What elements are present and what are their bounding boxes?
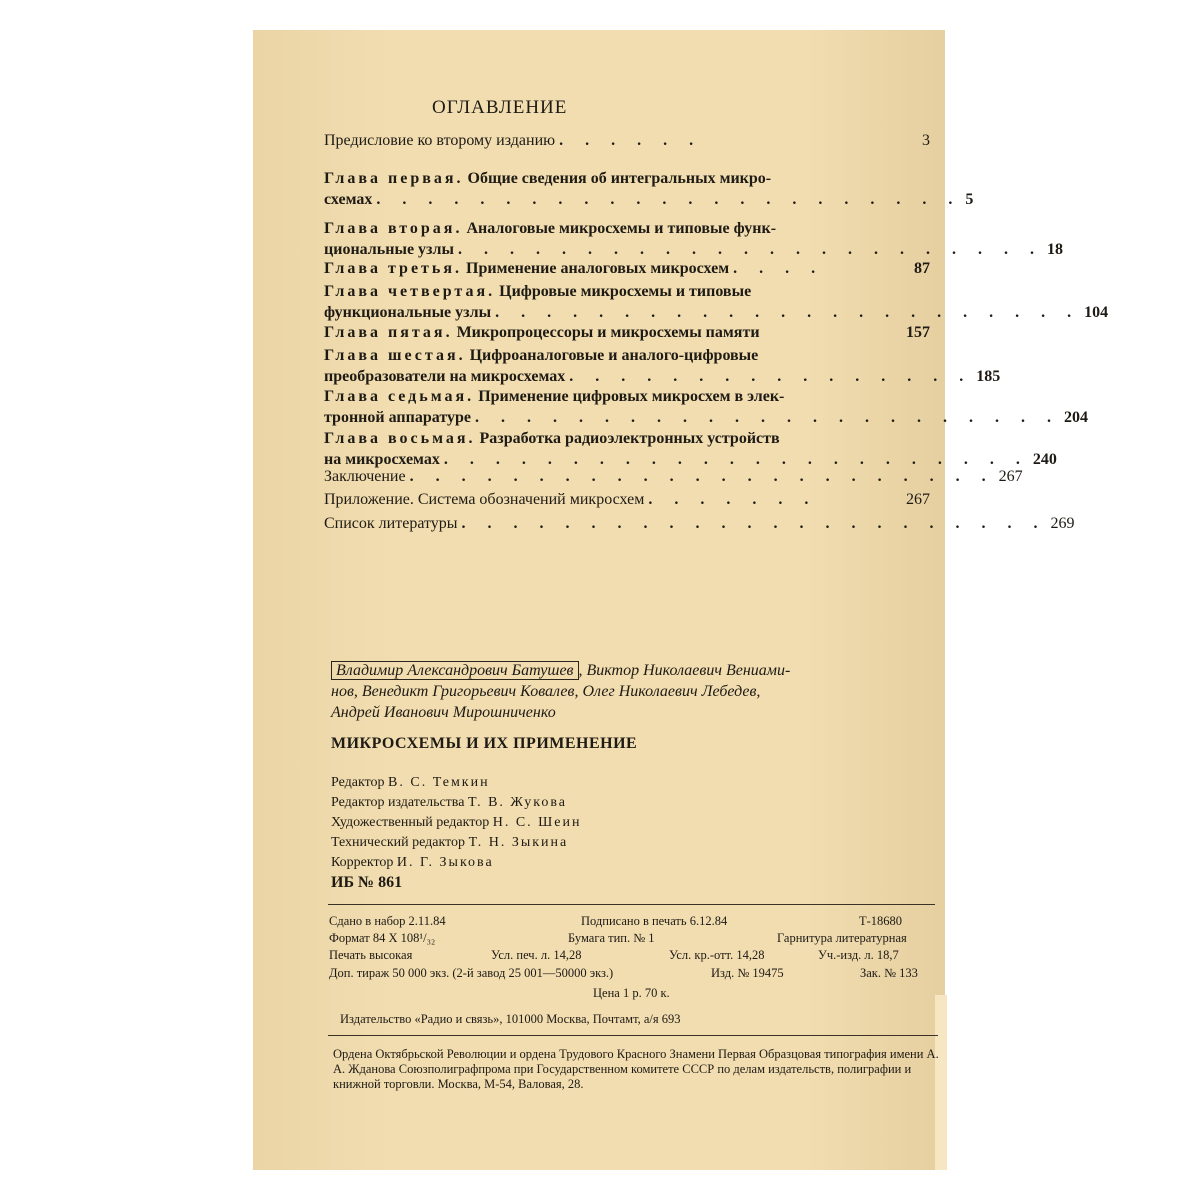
credit-line: Художественный редактор Н. С. Шеин [331, 815, 582, 830]
toc-chapter-1: Глава первая. Общие сведения об интегральных микро- схемах . . . . . . . . . . . . . . . . . . . . . . . 5 [324, 170, 974, 208]
toc-page-number: 3 [922, 132, 930, 149]
credits-list [331, 773, 581, 873]
toc-chapter-2: Глава вторая. Аналоговые микросхемы и типовые функ- циональные узлы . . . . . . . . . . . . . . . . . . . . . . . 18 [324, 220, 1063, 258]
toc-appendix: Приложение. Система обозначений микросхем . . . . . . . 267 [324, 491, 930, 508]
imprint-row-4: Доп. тираж 50 000 экз. (2-й завод 25 001—50000 экз.) Изд. № 19475 Зак. № 133 [329, 966, 918, 980]
printing-house: Ордена Октябрьской Революции и ордена Трудового Красного Знамени Первая Образцовая типография имени А. А. Жданова Союзполиграфпрома при Государственном комитете СССР по делам издательств, полиграфии и книжной торговли. Москва, М-54, Валовая, 28. [333, 1047, 939, 1091]
toc-chapter-6: Глава шестая. Цифроаналоговые и аналого-цифровые преобразователи на микросхемах . . . . . . . . . . . . . . . . 185 [324, 347, 1001, 385]
credit-line: Технический редактор Т. Н. Зыкина [331, 835, 569, 850]
authors-block: Владимир Александрович Батушев , Виктор Николаевич Вениами- нов, Венедикт Григорьевич Ковалев, Олег Николаевич Лебедев, Андрей Иванович Мирошниченко [331, 662, 791, 721]
toc-references: Список литературы . . . . . . . . . . . . . . . . . . . . . . . 269 [324, 515, 1075, 532]
book-title: МИКРОСХЕМЫ И ИХ ПРИМЕНЕНИЕ [331, 735, 638, 752]
toc-chapter-3: Глава третья. Применение аналоговых микросхем . . . . 87 [324, 260, 930, 277]
toc-preface [324, 130, 930, 151]
credit-line: Редактор издательства Т. В. Жукова [331, 795, 568, 810]
ib-number: ИБ № 861 [331, 874, 403, 891]
imprint-row-2: Формат 84 X 108¹/₃₂ Бумага тип. № 1 Гарнитура литературная [329, 931, 907, 945]
divider-bottom [328, 1035, 938, 1036]
credit-line: Корректор И. Г. Зыкова [331, 855, 494, 870]
toc-heading: ОГЛАВЛЕНИЕ [432, 97, 568, 118]
author-boxed: Владимир Александрович Батушев [331, 661, 579, 680]
toc-entry-text: Предисловие ко второму изданию [324, 132, 556, 149]
price: Цена 1 р. 70 к. [593, 986, 670, 1000]
toc-chapter-5: Глава пятая. Микропроцессоры и микросхемы памяти 157 [324, 324, 930, 341]
imprint-row-3: Печать высокая Усл. печ. л. 14,28 Усл. кр.-отт. 14,28 Уч.-изд. л. 18,7 [329, 948, 899, 962]
imprint-row-1: Сдано в набор 2.11.84 Подписано в печать 6.12.84 Т-18680 [329, 914, 903, 928]
publisher-address: Издательство «Радио и связь», 101000 Москва, Почтамт, а/я 693 [340, 1012, 681, 1026]
toc-leader-dots: . . . . . . [559, 132, 703, 149]
toc-chapter-8: Глава восьмая. Разработка радиоэлектронных устройств на микросхемах . . . . . . . . . . . . . . . . . . . . . . . 240 [324, 430, 1057, 468]
toc-chapter-4: Глава четвертая. Цифровые микросхемы и типовые функциональные узлы . . . . . . . . . . . . . . . . . . . . . . . 104 [324, 283, 1109, 321]
toc-conclusion: Заключение . . . . . . . . . . . . . . . . . . . . . . . 267 [324, 468, 1023, 485]
toc-chapter-7: Глава седьмая. Применение цифровых микросхем в элек- тронной аппаратуре . . . . . . . . . . . . . . . . . . . . . . . 204 [324, 388, 1088, 426]
divider-top [328, 904, 935, 905]
credit-line: Редактор В. С. Темкин [331, 775, 490, 790]
